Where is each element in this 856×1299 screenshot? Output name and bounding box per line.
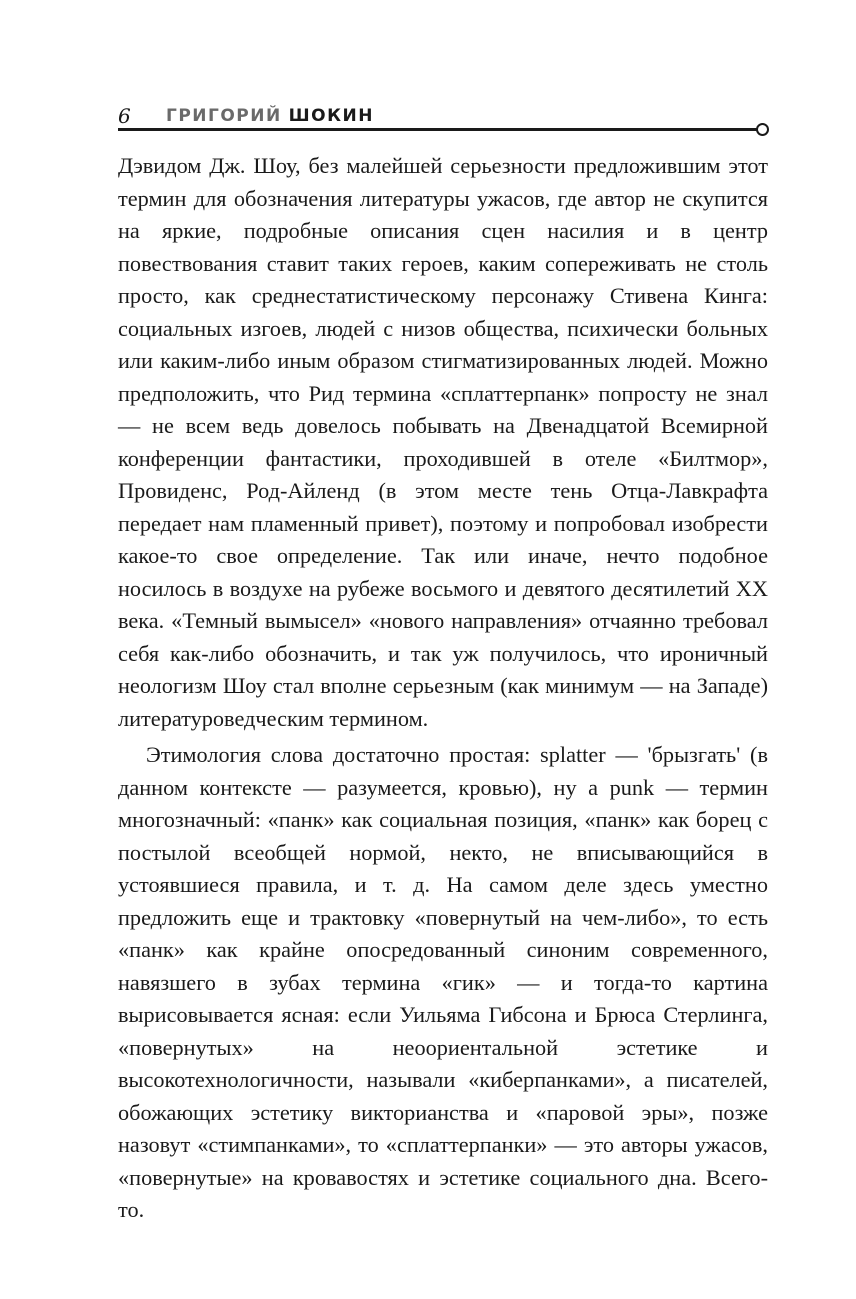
page-number: 6 bbox=[118, 104, 131, 128]
author-name bbox=[166, 106, 374, 126]
author-last-name: ШОКИН bbox=[288, 106, 374, 126]
paragraph-1: Дэвидом Дж. Шоу, без малейшей серьезности предложившим этот термин для обозначения литературы ужасов, где автор не скупится на яркие, подробные описания сцен насилия и в центр повествования ставит таких героев, каким сопереживать не столь просто, как среднестатистическому персонажу Стивена Кинга: социальных изгоев, людей с низов общества, психически больных или каким-либо иным образом стигматизированных людей. Можно предположить, что Рид термина «сплаттерпанк» попросту не знал — не всем ведь довелось побывать на Двенадцатой Всемирной конференции фантастики, проходившей в отеле «Билтмор», Провиденс, Род-Айленд (в этом месте тень Отца-Лавкрафта передает нам пламенный привет), поэтому и попробовал изобрести какое-то свое определение. Так или иначе, нечто подобное носилось в воздухе на рубеже восьмого и девятого десятилетий XX века. «Темный вымысел» «нового направления» отчаянно требовал себя как-либо обозначить, и так уж получилось, что ироничный неологизм Шоу стал вполне серьезным (как минимум — на Западе) литературоведческим термином. bbox=[118, 153, 768, 731]
author-first-name: ГРИГОРИЙ bbox=[166, 106, 282, 126]
running-header bbox=[118, 100, 768, 130]
body-text bbox=[118, 150, 768, 1227]
header-rule bbox=[118, 128, 758, 131]
header-rule-end-circle bbox=[756, 123, 769, 136]
paragraph-2: Этимология слова достаточно простая: splatter — 'брызгать' (в данном контексте — разумеется, кровью), ну а punk — термин многозначный: «панк» как социальная позиция, «панк» как борец с постылой всеобщей нормой, некто, не вписывающийся в устоявшиеся правила, и т. д. На самом деле здесь уместно предложить еще и трактовку «повернутый на чем-либо», то есть «панк» как крайне опосредованный синоним современного, навязшего в зубах термина «гик» — и тогда-то картина вырисовывается ясная: если Уильяма Гибсона и Брюса Стерлинга, «повернутых» на неоориентальной эстетике и высокотехнологичности, называли «киберпанками», а писателей, обожающих эстетику викторианства и «паровой эры», позже назовут «стимпанками», то «сплаттерпанки» — это авторы ужасов, «повернутые» на кровавостях и эстетике социального дна. Всего-то. bbox=[118, 742, 768, 1222]
